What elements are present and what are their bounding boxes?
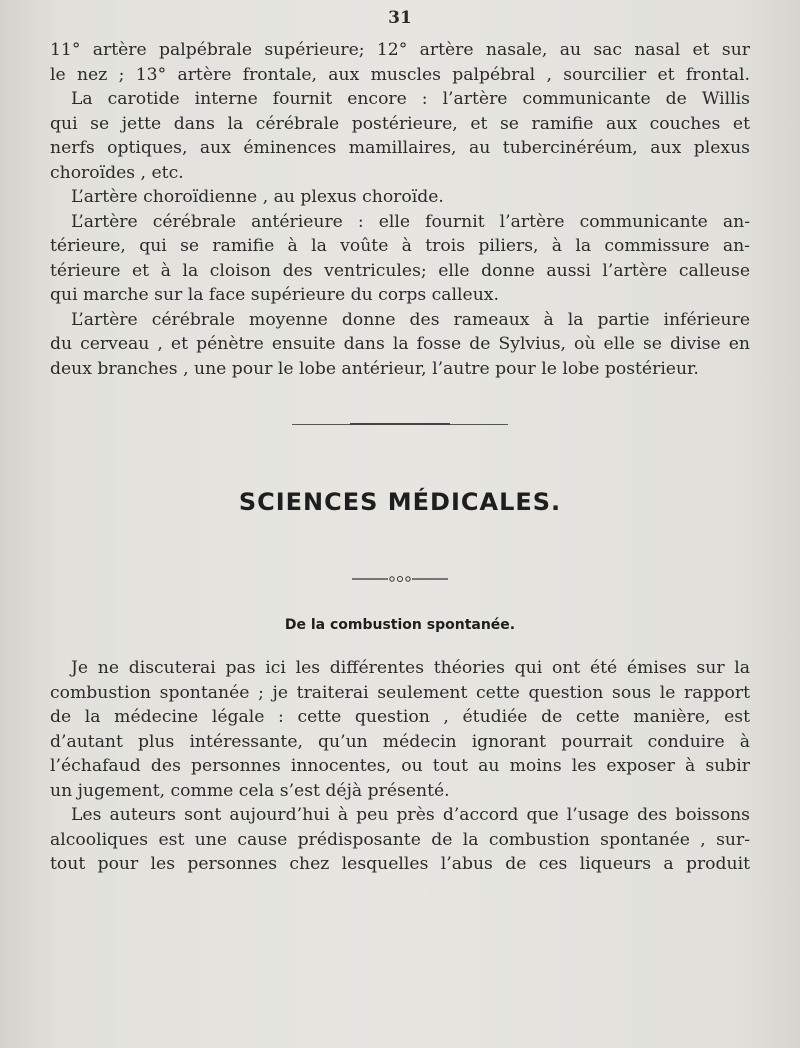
section-title: SCIENCES MÉDICALES.: [238, 488, 562, 516]
text-line: le nez ; 13° artère frontale, aux muscles palpébral , sourcilier et frontal.: [50, 64, 750, 85]
article-subtitle: De la combustion spontanée.: [284, 617, 516, 633]
text-line: Les auteurs sont aujourd’hui à peu près d’accord que l’usage des boissons: [71, 805, 750, 825]
text-line: combustion spontanée ; je traiterai seulement cette question sous le rapport: [50, 682, 750, 703]
text-line: 11° artère palpébrale supérieure; 12° artère nasale, au sac nasal et sur: [50, 40, 750, 60]
text-line: La carotide interne fournit encore : l’artère communicante de Willis: [71, 89, 750, 109]
text-line: térieure, qui se ramifie à la voûte à trois piliers, à la commissure an-: [50, 236, 750, 256]
text-line: nerfs optiques, aux éminences mamillaires, au tubercinéréum, aux plexus: [50, 138, 750, 158]
text-line: térieure et à la cloison des ventricules; elle donne aussi l’artère calleuse: [50, 260, 750, 281]
text-line: alcooliques est une cause prédisposante de la combustion spontanée , sur-: [50, 829, 750, 850]
text-line: L’artère cérébrale antérieure : elle fournit l’artère communicante an-: [71, 211, 750, 232]
text-line: choroïdes , etc.: [50, 162, 184, 183]
section-divider-rule: [292, 424, 508, 425]
text-line: Je ne discuterai pas ici les différentes théories qui ont été émises sur la: [71, 658, 750, 678]
anatomy-text-block: [50, 38, 750, 381]
text-line: L’artère choroïdienne , au plexus choroïde.: [71, 187, 444, 207]
page-number: 31: [388, 8, 412, 28]
text-line: qui se jette dans la cérébrale postérieure, et se ramifie aux couches et: [50, 113, 750, 134]
text-line: deux branches , une pour le lobe antérieur, l’autre pour le lobe postérieur.: [50, 358, 699, 379]
text-line: un jugement, comme cela s’est déjà présenté.: [50, 780, 450, 801]
ornament-divider-icon: [352, 575, 448, 583]
text-line: d’autant plus intéressante, qu’un médecin ignorant pourrait conduire à: [50, 731, 750, 752]
text-line: l’échafaud des personnes innocentes, ou tout au moins les exposer à subir: [50, 756, 750, 776]
text-line: qui marche sur la face supérieure du corps calleux.: [50, 285, 499, 305]
text-line: tout pour les personnes chez lesquelles l’abus de ces liqueurs a produit: [50, 854, 750, 874]
article-text-block: [50, 656, 750, 877]
text-line: de la médecine légale : cette question , étudiée de cette manière, est: [50, 707, 750, 727]
text-line: L’artère cérébrale moyenne donne des rameaux à la partie inférieure: [71, 309, 750, 330]
text-line: du cerveau , et pénètre ensuite dans la fosse de Sylvius, où elle se divise en: [50, 334, 750, 354]
